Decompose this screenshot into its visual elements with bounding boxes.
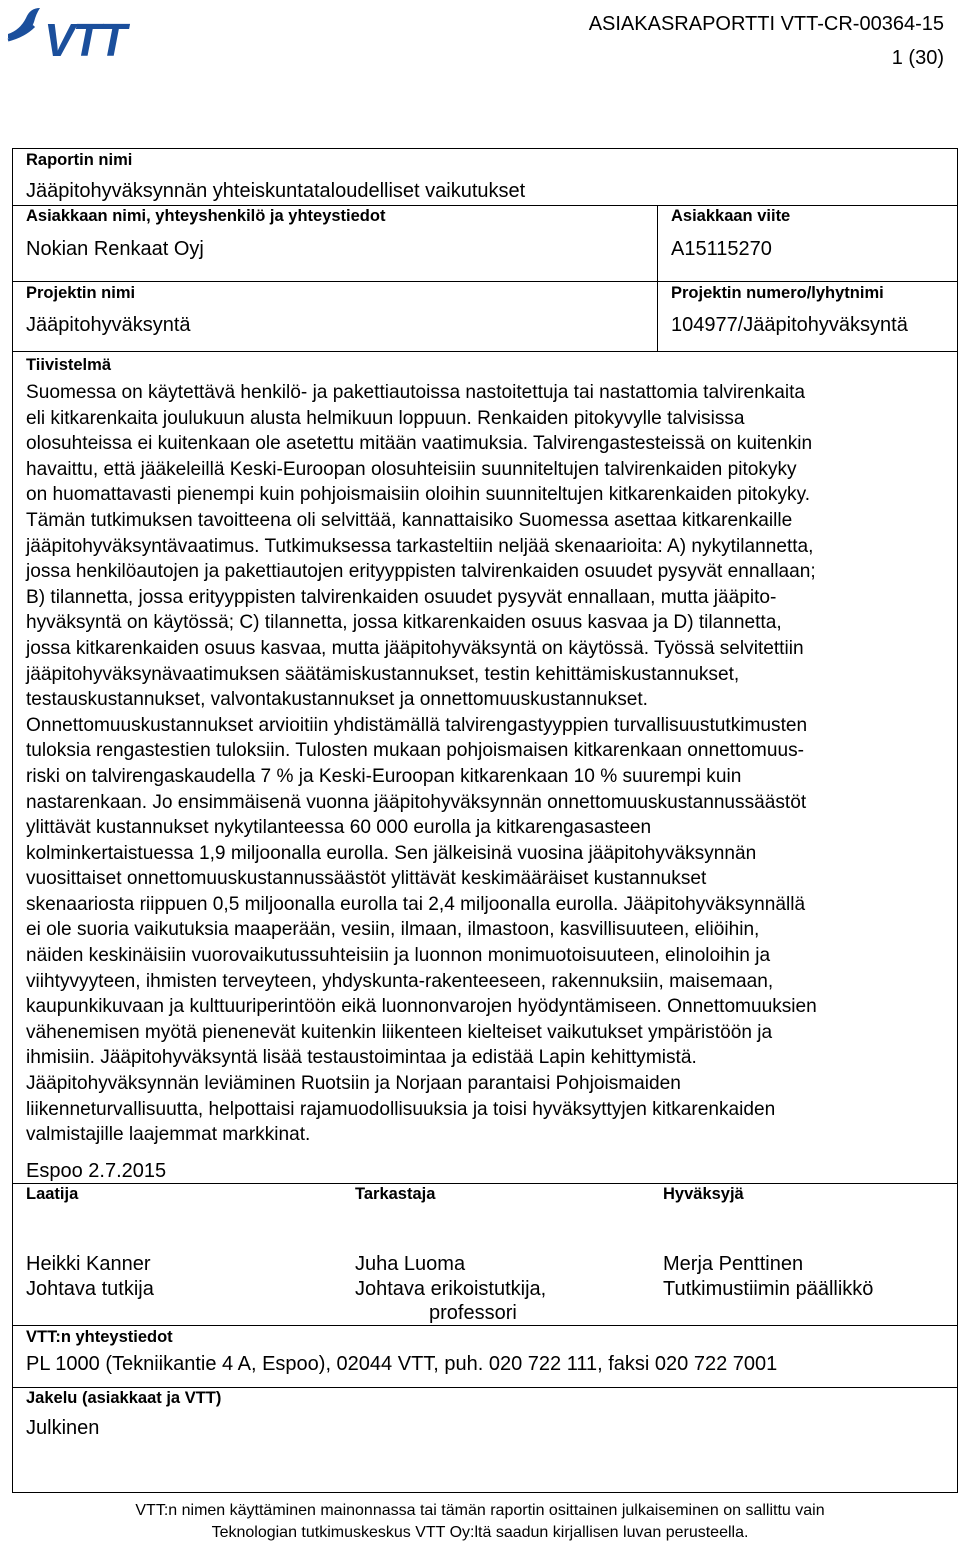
- contact-value: PL 1000 (Tekniikantie 4 A, Espoo), 02044 VTT, puh. 020 722 111, faksi 020 722 7001: [26, 1353, 778, 1375]
- reviewer-name: Juha Luoma: [355, 1253, 466, 1275]
- footer-line-2: Teknologian tutkimuskeskus VTT Oy:ltä saadun kirjallisen luvan perusteella.: [211, 1524, 749, 1541]
- footer-notice: [40, 1500, 920, 1544]
- project-name-label: Projektin nimi: [26, 284, 136, 302]
- summary-line: jossa kitkarenkaiden osuus kasvaa, mutta jääpitohyväksyntä on käytössä. Työssä selvitettiin: [26, 637, 804, 659]
- approver-name: Merja Penttinen: [663, 1253, 804, 1275]
- project-name-value: Jääpitohyväksyntä: [26, 314, 191, 336]
- page-number: 1 (30): [891, 47, 944, 69]
- customer-value: Nokian Renkaat Oyj: [26, 238, 204, 260]
- summary-label: Tiivistelmä: [26, 356, 111, 374]
- divider: [12, 281, 958, 282]
- summary-line: viihtyvyyteen, ihmisten terveyteen, yhdyskunta-rakenteeseen, rakennuksiin, maisemaan,: [26, 970, 774, 992]
- summary-line: tuloksia rengastestien tuloksiin. Tulosten mukaan pohjoismaisen kitkarenkaan onnettomuus-: [26, 740, 804, 762]
- place-date: Espoo 2.7.2015: [26, 1160, 167, 1182]
- footer-line-1: VTT:n nimen käyttäminen mainonnassa tai tämän raportin osittainen julkaiseminen on sallittu vain: [135, 1502, 825, 1519]
- divider: [12, 1183, 958, 1184]
- divider: [12, 1325, 958, 1326]
- report-name-label: Raportin nimi: [26, 151, 133, 169]
- summary-line: Onnettomuuskustannukset arvioitiin yhdistämällä talvirengastyyppien turvallisuustutkimusten: [26, 714, 808, 736]
- report-name-value: Jääpitohyväksynnän yhteiskuntataloudelliset vaikutukset: [26, 180, 526, 202]
- customer-label: Asiakkaan nimi, yhteyshenkilö ja yhteystiedot: [26, 207, 386, 225]
- summary-line: Jääpitohyväksynnän leviäminen Ruotsiin ja Norjaan parantaisi Pohjoismaiden: [26, 1073, 681, 1095]
- summary-line: nastarenkaan. Jo ensimmäisenä vuonna jääpitohyväksynnän onnettomuuskustannussäästöt: [26, 791, 807, 813]
- summary-line: skenaariosta riippuen 0,5 miljoonalla eurolla tai 2,4 miljoonalla eurolla. Jääpitohyväksynnällä: [26, 893, 806, 915]
- contact-label: VTT:n yhteystiedot: [26, 1328, 173, 1346]
- author-label: Laatija: [26, 1185, 79, 1203]
- divider: [12, 351, 958, 352]
- divider: [12, 1387, 958, 1388]
- distribution-value: Julkinen: [26, 1417, 100, 1439]
- divider: [12, 205, 958, 206]
- vtt-logo-text: VTT: [44, 14, 125, 60]
- summary-line: Tämän tutkimuksen tavoitteena oli selvittää, kannattaisiko Suomessa asettaa kitkarenkaille: [26, 509, 793, 531]
- summary-text: [26, 380, 956, 1148]
- summary-line: havaittu, että jääkeleillä Keski-Euroopan olosuhteisiin suunniteltujen talvirenkaiden pitokyky: [26, 458, 797, 480]
- summary-line: ei ole suoria vaikutuksia maaperään, vesiin, ilmaan, ilmastoon, kasvillisuuteen, eliöihin,: [26, 919, 760, 941]
- summary-line: vuosittaiset onnettomuuskustannussäästöt ylittävät keskimääräiset kustannukset: [26, 868, 707, 890]
- reviewer-title-2: professori: [429, 1302, 517, 1324]
- author-name: Heikki Kanner: [26, 1253, 151, 1275]
- author-title: Johtava tutkija: [26, 1278, 154, 1300]
- summary-line: valmistajille laajemmat markkinat.: [26, 1124, 311, 1146]
- project-number-value: 104977/Jääpitohyväksyntä: [671, 314, 908, 336]
- summary-line: testauskustannukset, valvontakustannukset ja onnettomuuskustannukset.: [26, 689, 648, 711]
- summary-line: riski on talvirengaskaudella 7 % ja Keski-Euroopan kitkarenkaan 10 % suurempi kuin: [26, 765, 742, 787]
- summary-line: näiden keskinäisiin vuorovaikutussuhteisiin ja luonnon monimuotoisuuteen, elinoloihin ja: [26, 945, 771, 967]
- summary-line: jossa henkilöautojen ja pakettiautojen erityyppisten talvirenkaiden osuudet pysyvät ennallaan;: [26, 561, 816, 583]
- summary-line: eli kitkarenkaita joulukuun alusta helmikuun loppuun. Renkaiden pitokyvylle talvisissa: [26, 407, 745, 429]
- summary-line: hyväksyntä on käytössä; C) tilannetta, jossa kitkarenkaiden osuus kasvaa ja D) tilannetta,: [26, 612, 782, 634]
- vtt-logo: [6, 4, 156, 60]
- summary-line: ylittävät kustannukset nykytilanteessa 60 000 eurolla ja kitkarengasasteen: [26, 817, 652, 839]
- summary-line: jääpitohyväksyntävaatimus. Tutkimuksessa tarkasteltiin neljää skenaarioita: A) nykytilannetta,: [26, 535, 814, 557]
- project-number-label: Projektin numero/lyhytnimi: [671, 284, 884, 302]
- approver-label: Hyväksyjä: [663, 1185, 744, 1203]
- summary-line: B) tilannetta, jossa erityyppisten talvirenkaiden osuudet pysyvät ennallaan, mutta jääpito-: [26, 586, 777, 608]
- reviewer-title: Johtava erikoistutkija,: [355, 1278, 547, 1300]
- summary-line: olosuhteissa ei kuitenkaan ole asetettu mitään vaatimuksia. Talvirengastesteissä on kuitenkin: [26, 433, 813, 455]
- reviewer-label: Tarkastaja: [355, 1185, 436, 1203]
- summary-line: Suomessa on käytettävä henkilö- ja pakettiautoissa nastoitettuja tai nastattomia talvirenkaita: [26, 382, 806, 403]
- divider: [657, 205, 658, 352]
- customer-ref-value: A15115270: [671, 238, 772, 260]
- customer-ref-label: Asiakkaan viite: [671, 207, 791, 225]
- approver-title: Tutkimustiimin päällikkö: [663, 1278, 874, 1300]
- summary-line: liikenneturvallisuutta, helpottaisi rajamuodollisuuksia ja toisi hyväksyttyjen kitkarenkaiden: [26, 1098, 776, 1120]
- summary-line: kolminkertaistuessa 1,9 miljoonalla eurolla. Sen jälkeisinä vuosina jääpitohyväksynnän: [26, 842, 757, 864]
- summary-line: on huomattavasti pienempi kuin pohjoismaisiin oloihin suunniteltujen kitkarenkaiden pitokyky.: [26, 484, 810, 506]
- summary-line: jääpitohyväksynävaatimuksen säätämiskustannukset, testin kehittämiskustannukset,: [26, 663, 740, 685]
- summary-line: kaupunkikuvaan ja kulttuuriperintöön eikä luonnonvarojen hyödyntämiseen. Onnettomuuksien: [26, 996, 817, 1018]
- distribution-label: Jakelu (asiakkaat ja VTT): [26, 1389, 222, 1407]
- summary-line: ihmisiin. Jääpitohyväksyntä lisää testaustoimintaa ja edistää Lapin kehittymistä.: [26, 1047, 697, 1069]
- report-id: ASIAKASRAPORTTI VTT-CR-00364-15: [588, 13, 944, 35]
- summary-line: vähenemisen myötä pienenevät kuitenkin liikenteen kielteiset vaikutukset ympäristöön ja: [26, 1021, 773, 1043]
